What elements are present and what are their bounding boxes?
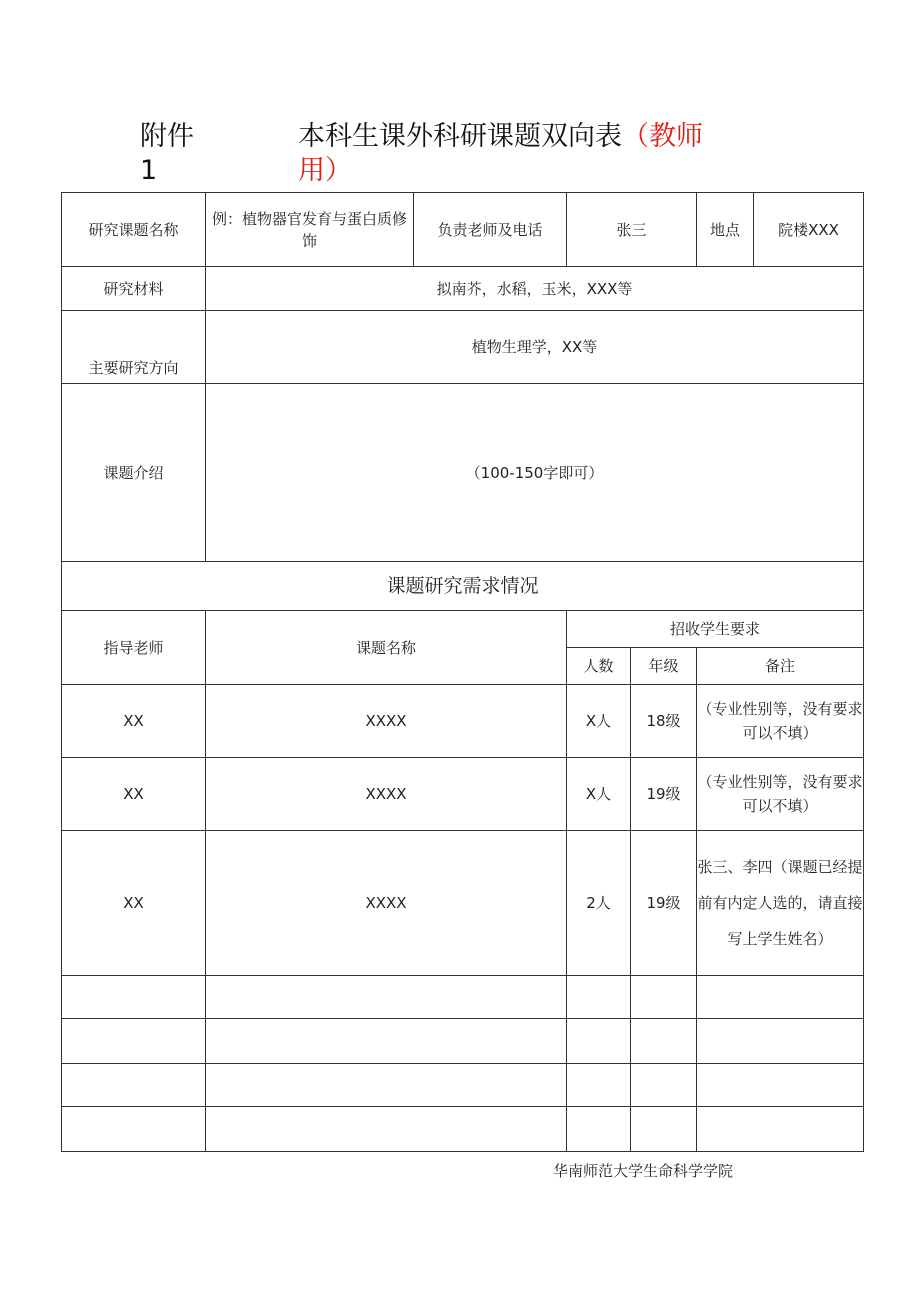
table-row: [62, 831, 864, 976]
form-table: [61, 192, 864, 1152]
title-suffix: （教师用）: [298, 121, 703, 186]
empty-cell[interactable]: [567, 1064, 631, 1107]
empty-cell[interactable]: [697, 976, 864, 1019]
teacher-value[interactable]: 张三: [567, 193, 697, 267]
col-topic-header: 课题名称: [206, 611, 567, 685]
material-label: 研究材料: [62, 267, 206, 311]
attachment-label: [140, 120, 220, 188]
intro-label: 课题介绍: [62, 384, 206, 562]
empty-cell[interactable]: [206, 976, 567, 1019]
topic-name-label: 研究课题名称: [62, 193, 206, 267]
empty-cell[interactable]: [206, 1019, 567, 1064]
empty-cell[interactable]: [631, 1019, 697, 1064]
empty-cell[interactable]: [631, 1107, 697, 1152]
row-topic[interactable]: XXXX: [206, 831, 567, 976]
row-teacher[interactable]: XX: [62, 831, 206, 976]
table-row-empty: [62, 1019, 864, 1064]
empty-cell[interactable]: [567, 1107, 631, 1152]
title-main: 本科生课外科研课题双向表: [298, 121, 622, 152]
empty-cell[interactable]: [62, 1019, 206, 1064]
location-label: 地点: [697, 193, 754, 267]
empty-cell[interactable]: [62, 1064, 206, 1107]
table-row-empty: [62, 1064, 864, 1107]
material-value[interactable]: 拟南芥，水稻，玉米，XXX等: [206, 267, 864, 311]
table-row: [62, 758, 864, 831]
row-grade[interactable]: 19级: [631, 758, 697, 831]
direction-value[interactable]: 植物生理学，XX等: [206, 311, 864, 384]
direction-label: 主要研究方向: [62, 311, 206, 384]
table-row: [62, 685, 864, 758]
row-grade[interactable]: 19级: [631, 831, 697, 976]
row-topic[interactable]: XXXX: [206, 758, 567, 831]
table-row-empty: [62, 976, 864, 1019]
col-requirements-header: 招收学生要求: [567, 611, 864, 648]
empty-cell[interactable]: [631, 976, 697, 1019]
col-note-header: 备注: [697, 648, 864, 685]
teacher-label: 负责老师及电话: [414, 193, 567, 267]
empty-cell[interactable]: [697, 1019, 864, 1064]
row-teacher[interactable]: XX: [62, 758, 206, 831]
empty-cell[interactable]: [697, 1107, 864, 1152]
topic-name-value[interactable]: 例：植物器官发育与蛋白质修饰: [206, 193, 414, 267]
attachment-number: 1: [140, 155, 158, 186]
col-teacher-header: 指导老师: [62, 611, 206, 685]
row-teacher[interactable]: XX: [62, 685, 206, 758]
empty-cell[interactable]: [206, 1107, 567, 1152]
demand-section-title: 课题研究需求情况: [62, 562, 864, 611]
location-value[interactable]: 院楼XXX: [754, 193, 864, 267]
empty-cell[interactable]: [567, 976, 631, 1019]
attachment-word: 附件: [140, 121, 194, 152]
empty-cell[interactable]: [206, 1064, 567, 1107]
row-grade[interactable]: 18级: [631, 685, 697, 758]
institution-footer: 华南师范大学生命科学学院: [553, 1162, 734, 1180]
col-grade-header: 年级: [631, 648, 697, 685]
empty-cell[interactable]: [62, 1107, 206, 1152]
row-note[interactable]: 张三、李四（课题已经提前有内定人选的，请直接写上学生姓名）: [697, 831, 864, 976]
row-count[interactable]: 2人: [567, 831, 631, 976]
empty-cell[interactable]: [697, 1064, 864, 1107]
row-count[interactable]: X人: [567, 685, 631, 758]
empty-cell[interactable]: [631, 1064, 697, 1107]
table-row-empty: [62, 1107, 864, 1152]
empty-cell[interactable]: [567, 1019, 631, 1064]
row-topic[interactable]: XXXX: [206, 685, 567, 758]
intro-value[interactable]: （100-150字即可）: [206, 384, 864, 562]
row-note[interactable]: （专业性别等，没有要求可以不填）: [697, 758, 864, 831]
col-count-header: 人数: [567, 648, 631, 685]
row-count[interactable]: X人: [567, 758, 631, 831]
row-note[interactable]: （专业性别等，没有要求可以不填）: [697, 685, 864, 758]
empty-cell[interactable]: [62, 976, 206, 1019]
page-title: [298, 120, 738, 188]
